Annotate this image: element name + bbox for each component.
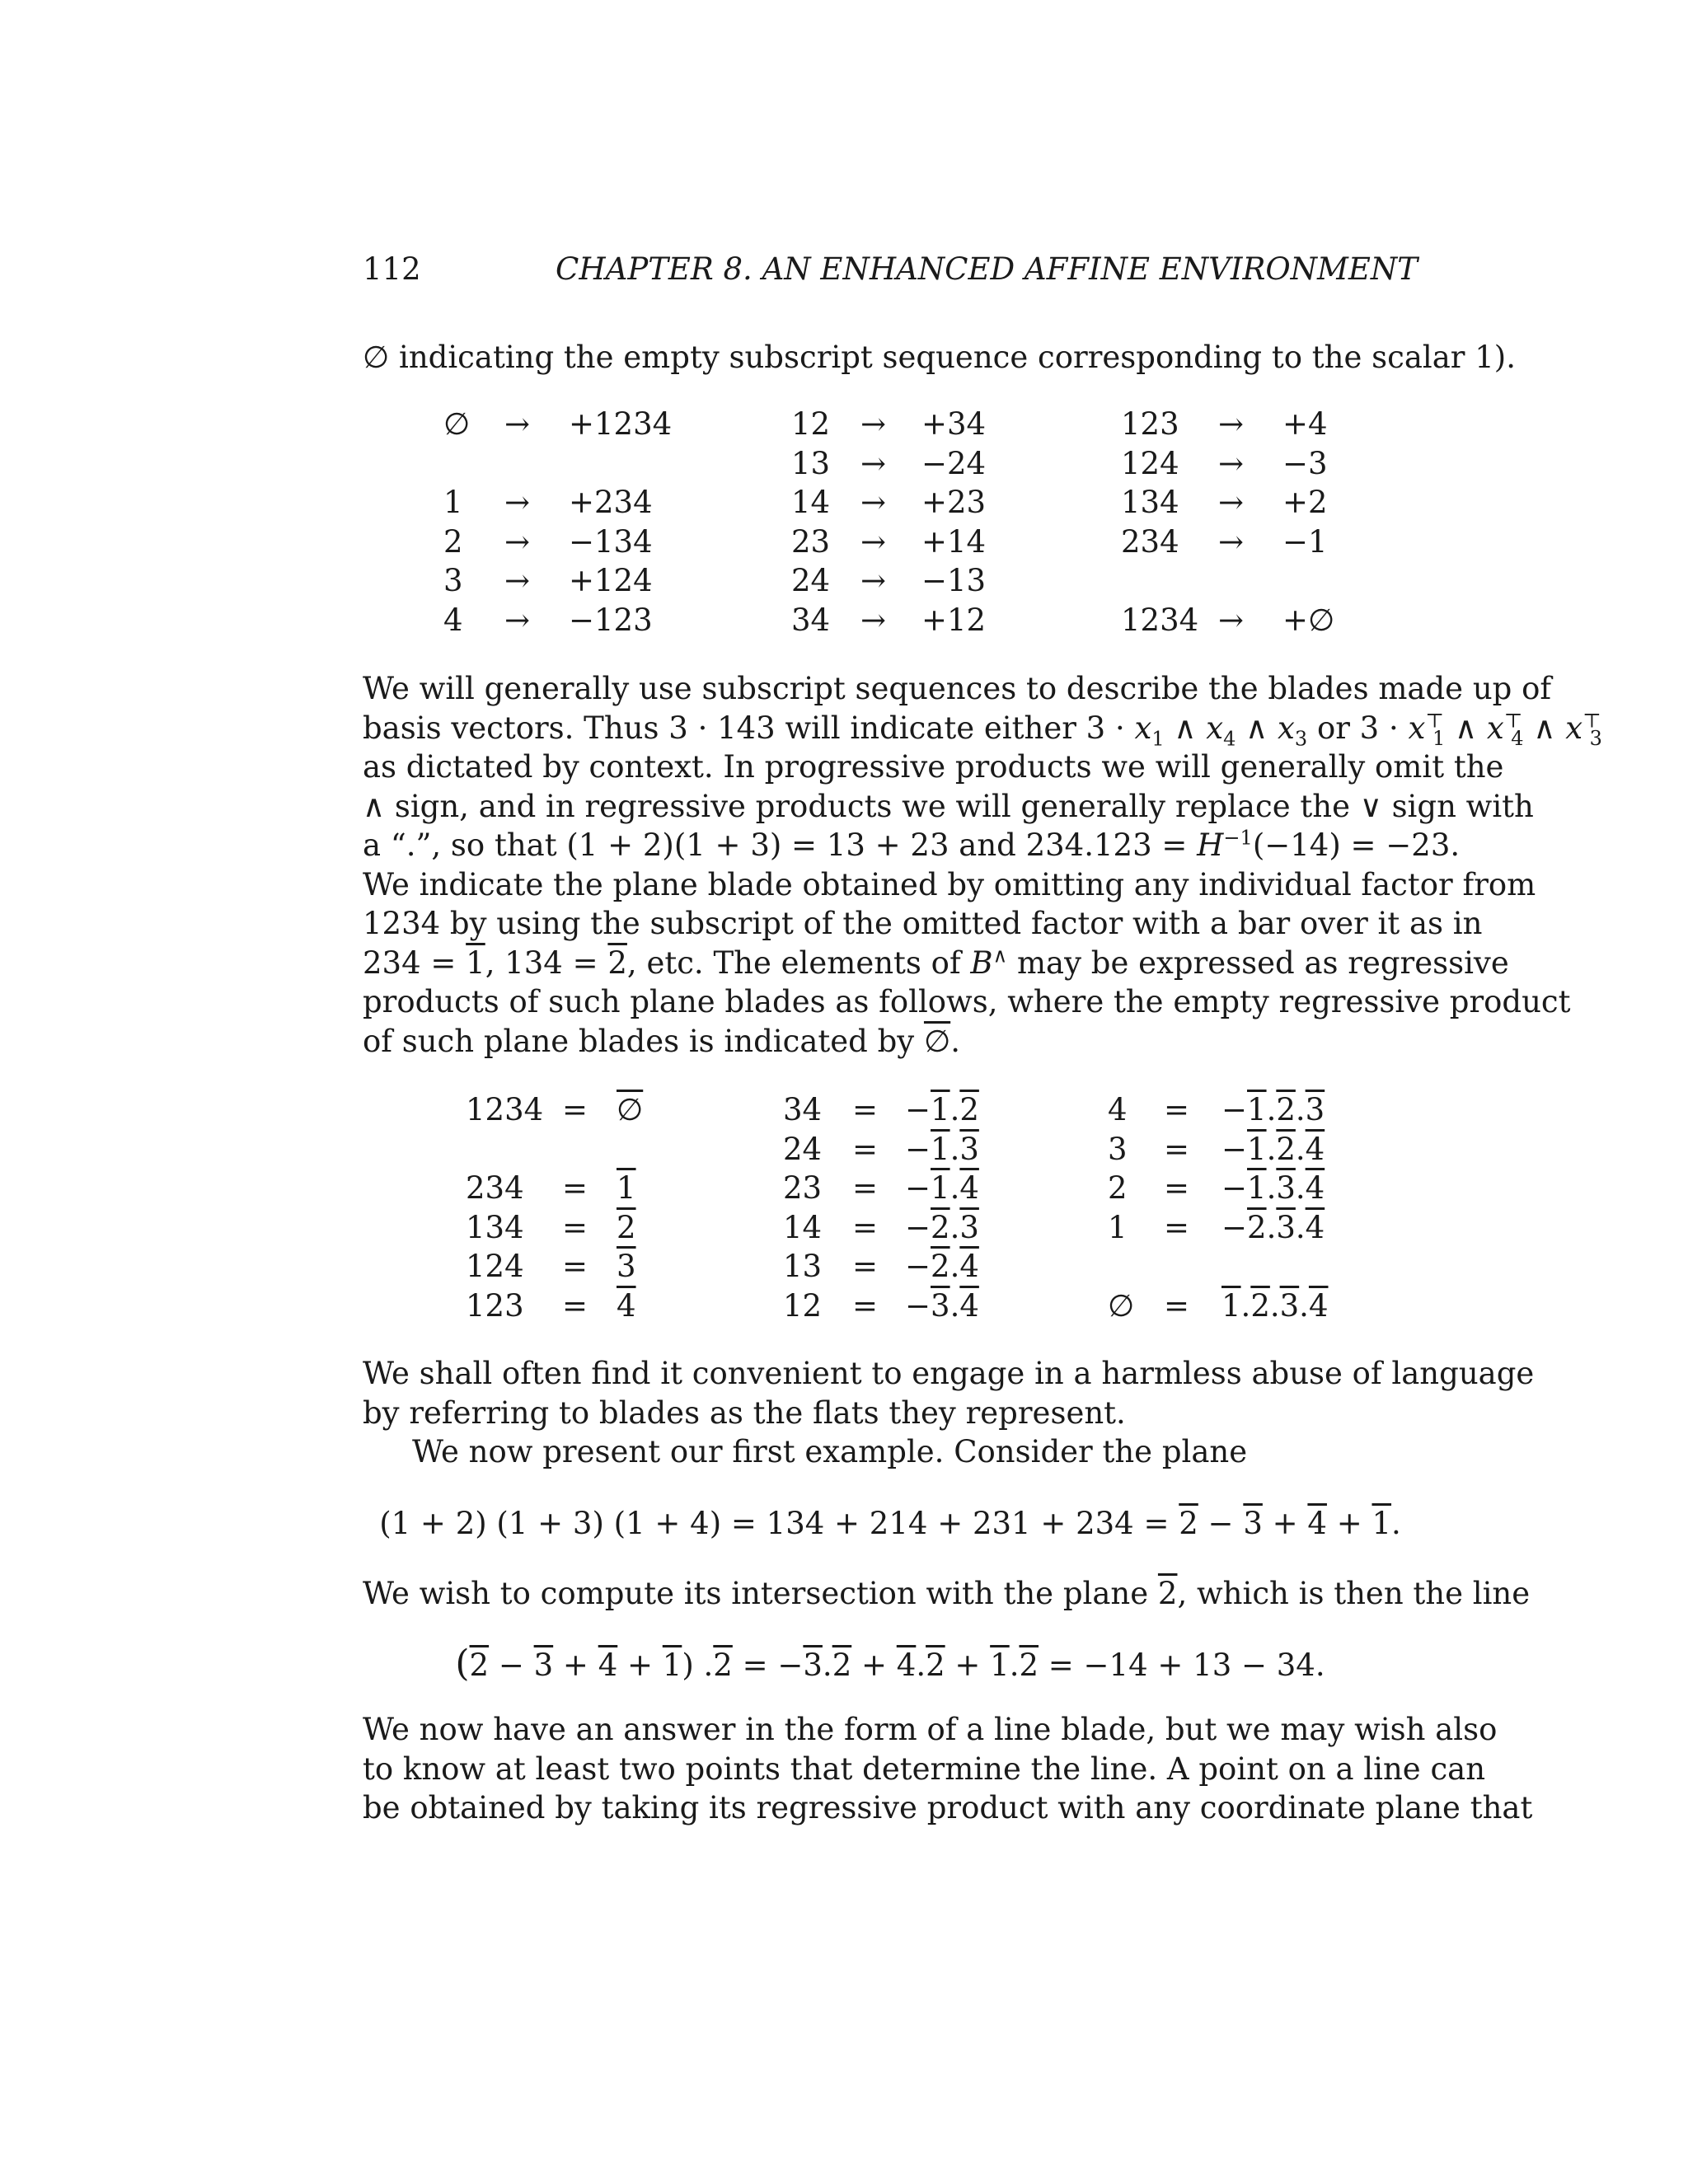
table-value: −123 — [569, 602, 653, 638]
dot: . — [1266, 1170, 1277, 1206]
table-value — [617, 1210, 636, 1245]
text-line: We will generally use subscript sequences to describe the blades made up of — [363, 671, 1552, 706]
sign: − — [905, 1131, 931, 1167]
table-key: 123 — [1121, 406, 1179, 442]
barred-symbol: 2 — [1276, 1092, 1296, 1127]
equals-symbol: = — [1164, 1170, 1190, 1206]
arrow-symbol: → — [1218, 602, 1245, 638]
table-value: −3 — [1282, 445, 1328, 481]
table-key: 12 — [783, 1287, 823, 1324]
table-value — [617, 1170, 636, 1206]
equation-line: (2 − 3 + 4 + 1) .2 = −3.2 + 4.2 + 1.2 = −14 + 13 − 34. — [455, 1643, 1325, 1685]
table-key: 1234 — [1121, 602, 1199, 638]
table-key: 3 — [443, 563, 463, 598]
barred-symbol: 4 — [1308, 1287, 1329, 1324]
arrow-symbol: → — [504, 485, 531, 520]
barred-symbol: 2 — [959, 1092, 979, 1127]
table-value — [905, 1092, 979, 1127]
table-value — [905, 1132, 979, 1167]
barred-symbol: 4 — [1305, 1170, 1325, 1206]
arrow-symbol: → — [1218, 445, 1245, 481]
dot: . — [1266, 1209, 1277, 1245]
table-value: +∅ — [1282, 602, 1335, 638]
table-key: 34 — [791, 602, 831, 638]
table-key: 1 — [443, 485, 463, 520]
table-key: 124 — [466, 1249, 524, 1284]
table-value — [1221, 1210, 1325, 1245]
sign: − — [905, 1249, 931, 1284]
subscript-map-table — [0, 406, 1688, 645]
equals-symbol: = — [852, 1131, 879, 1167]
arrow-symbol: → — [860, 602, 887, 638]
text-line: 1234 by using the subscript of the omitted factor with a bar over it as in — [363, 906, 1483, 941]
sign: − — [905, 1209, 931, 1245]
arrow-symbol: → — [860, 523, 887, 560]
equals-symbol: = — [852, 1209, 879, 1245]
table-value — [617, 1249, 636, 1284]
table-key: 1 — [1108, 1209, 1128, 1245]
barred-symbol: 1 — [931, 1170, 950, 1206]
arrow-symbol: → — [860, 406, 887, 442]
barred-symbol: 2 — [1247, 1209, 1267, 1245]
table-key: 14 — [783, 1209, 823, 1245]
dot: . — [1295, 1131, 1306, 1167]
table-value — [905, 1288, 979, 1324]
text-line: to know at least two points that determine the line. A point on a line can — [363, 1750, 1486, 1787]
sign: − — [1221, 1131, 1248, 1167]
table-value: −24 — [921, 445, 987, 481]
text-line: of such plane blades is indicated by ∅. — [363, 1023, 960, 1059]
arrow-symbol: → — [1218, 485, 1245, 520]
table-value — [1221, 1288, 1328, 1324]
paragraph-intersection: We wish to compute its intersection with the plane 2, which is then the line — [363, 1576, 1531, 1611]
table-value: +14 — [921, 523, 987, 560]
table-key: 134 — [1121, 485, 1179, 520]
dot: . — [1295, 1092, 1306, 1127]
table-value — [1221, 1092, 1325, 1127]
barred-symbol: 4 — [1305, 1131, 1325, 1167]
dot: . — [1266, 1131, 1277, 1167]
barred-symbol: 3 — [617, 1249, 636, 1284]
barred-symbol: 2 — [617, 1209, 636, 1245]
equals-symbol: = — [562, 1170, 588, 1206]
barred-symbol: 1 — [1247, 1170, 1267, 1206]
table-key: 13 — [791, 445, 831, 481]
table-key: 123 — [466, 1287, 524, 1324]
table-value — [905, 1249, 979, 1284]
table-value: −13 — [921, 563, 987, 598]
table-key: ∅ — [1108, 1287, 1135, 1324]
plane-blade-table — [0, 1092, 1688, 1331]
text-line: We now have an answer in the form of a line blade, but we may wish also — [363, 1712, 1498, 1747]
arrow-symbol: → — [504, 563, 531, 598]
table-value: −1 — [1282, 523, 1328, 560]
equation-plane: (1 + 2) (1 + 3) (1 + 4) = 134 + 214 + 231 + 234 = 2 − 3 + 4 + 1. — [379, 1506, 1401, 1541]
barred-symbol: 4 — [959, 1170, 979, 1206]
text-line: We shall often find it convenient to engage in a harmless abuse of language — [363, 1356, 1535, 1391]
barred-symbol: 3 — [931, 1287, 950, 1324]
table-key: 23 — [791, 523, 831, 560]
dot: . — [1299, 1287, 1309, 1324]
table-key: 1234 — [466, 1092, 544, 1127]
paragraph-blade-notation — [363, 669, 1602, 1061]
dot: . — [1295, 1170, 1306, 1206]
text-line: a “.”, so that (1 + 2)(1 + 3) = 13 + 23 and $234.123 = H^{-1}(-14) = -23$. — [363, 826, 1461, 863]
barred-symbol: 1 — [1247, 1092, 1267, 1127]
table-value: +2 — [1282, 485, 1328, 520]
table-key: 2 — [443, 523, 463, 560]
paragraph-abuse-of-language — [363, 1354, 1535, 1472]
barred-symbol: 1 — [931, 1131, 950, 1167]
table-key: 4 — [1108, 1092, 1128, 1127]
table-key: 13 — [783, 1249, 823, 1284]
table-value — [1221, 1170, 1325, 1206]
dot: . — [950, 1131, 960, 1167]
table-value — [617, 1288, 636, 1324]
equals-symbol: = — [1164, 1287, 1190, 1324]
table-value: +4 — [1282, 406, 1328, 442]
dot: . — [950, 1092, 960, 1127]
equals-symbol: = — [1164, 1131, 1190, 1167]
sign: − — [1221, 1209, 1248, 1245]
text-line: as dictated by context. In progressive products we will generally omit the — [363, 749, 1504, 785]
text-line: be obtained by taking its regressive product with any coordinate plane that — [363, 1790, 1533, 1825]
equals-symbol: = — [562, 1209, 588, 1245]
equals-symbol: = — [562, 1249, 588, 1284]
arrow-symbol: → — [860, 563, 887, 598]
equals-symbol: = — [562, 1092, 588, 1127]
equals-symbol: = — [852, 1170, 879, 1206]
equals-symbol: = — [852, 1249, 879, 1284]
paragraph-line-points — [363, 1710, 1533, 1828]
dot: . — [1295, 1209, 1306, 1245]
dot: . — [1266, 1092, 1277, 1127]
barred-symbol: 3 — [959, 1131, 979, 1167]
table-value: +34 — [921, 406, 987, 442]
sign: − — [905, 1170, 931, 1206]
running-head: CHAPTER 8. AN ENHANCED AFFINE ENVIRONMENT — [556, 251, 1418, 287]
arrow-symbol: → — [860, 485, 887, 520]
barred-symbol: 3 — [959, 1209, 979, 1245]
table-key: 4 — [443, 602, 463, 638]
text-line: by referring to blades as the flats they represent. — [363, 1394, 1126, 1431]
barred-symbol: 1 — [617, 1170, 636, 1206]
table-key: 134 — [466, 1209, 524, 1245]
sign: − — [1221, 1170, 1248, 1206]
barred-symbol: 2 — [1250, 1287, 1270, 1324]
table-value — [1221, 1132, 1325, 1167]
sign: − — [905, 1092, 931, 1127]
table-key: 234 — [1121, 523, 1179, 560]
barred-symbol: 2 — [931, 1209, 950, 1245]
text-line: 234 = 1, 134 = 2, etc. The elements of B∧ may be expressed as regressive — [363, 944, 1509, 981]
arrow-symbol: → — [504, 602, 531, 638]
equals-symbol: = — [562, 1287, 588, 1324]
barred-symbol: 2 — [931, 1249, 950, 1284]
barred-symbol: 3 — [1305, 1092, 1325, 1127]
table-value: +23 — [921, 485, 987, 520]
table-key: 124 — [1121, 445, 1179, 481]
arrow-symbol: → — [860, 445, 887, 481]
text-line: We indicate the plane blade obtained by omitting any individual factor from — [363, 866, 1536, 902]
text-line: basis vectors. Thus 3 · 143 will indicate either $3 \cdot x_1$ ∧ $x_4$ ∧ $x_3$ or $3 \cdot x^⊤_1$ ∧ $x^⊤_4$ ∧ $x^⊤_3$ — [363, 709, 1602, 750]
table-key: 34 — [783, 1092, 823, 1127]
dot: . — [950, 1287, 960, 1324]
text-line: ∧ sign, and in regressive products we will generally replace the ∨ sign with — [363, 788, 1534, 824]
arrow-symbol: → — [504, 406, 531, 442]
sign: − — [1221, 1092, 1248, 1127]
table-value — [905, 1170, 979, 1206]
barred-symbol: 4 — [1305, 1209, 1325, 1245]
equals-symbol: = — [852, 1092, 879, 1127]
barred-symbol: 2 — [1276, 1131, 1296, 1167]
table-key: 14 — [791, 485, 831, 520]
barred-symbol: 4 — [959, 1249, 979, 1284]
equals-symbol: = — [1164, 1092, 1190, 1127]
barred-symbol: ∅ — [617, 1092, 644, 1127]
barred-symbol: 4 — [959, 1287, 979, 1324]
page-header — [363, 251, 1418, 293]
table-value — [617, 1092, 643, 1127]
table-key: 234 — [466, 1170, 524, 1206]
arrow-symbol: → — [1218, 523, 1245, 560]
text-line: products of such plane blades as follows, where the empty regressive product — [363, 984, 1571, 1019]
text-line: We now present our first example. Consider the plane — [412, 1434, 1248, 1469]
barred-symbol: 3 — [1276, 1209, 1296, 1245]
dot: . — [1240, 1287, 1251, 1324]
table-key: 23 — [783, 1170, 823, 1206]
sign: − — [905, 1287, 931, 1324]
table-value: +124 — [569, 563, 653, 598]
arrow-symbol: → — [504, 523, 531, 560]
equals-symbol: = — [852, 1287, 879, 1324]
table-value: +234 — [569, 485, 653, 520]
intro-line: ∅ indicating the empty subscript sequence corresponding to the scalar 1). — [363, 340, 1516, 375]
arrow-symbol: → — [1218, 406, 1245, 442]
table-value: +1234 — [569, 406, 673, 442]
table-value — [905, 1210, 979, 1245]
table-key: 2 — [1108, 1170, 1128, 1206]
page-number: 112 — [363, 251, 421, 287]
table-key: 3 — [1108, 1131, 1128, 1167]
barred-symbol: 3 — [1279, 1287, 1300, 1324]
table-value: −134 — [569, 523, 653, 560]
barred-symbol: 3 — [1276, 1170, 1296, 1206]
dot: . — [950, 1249, 960, 1284]
barred-symbol: 4 — [617, 1287, 636, 1324]
table-key: 24 — [791, 563, 831, 598]
barred-symbol: 1 — [931, 1092, 950, 1127]
dot: . — [1269, 1287, 1280, 1324]
barred-symbol: 1 — [1247, 1131, 1267, 1167]
table-key: 24 — [783, 1131, 823, 1167]
equals-symbol: = — [1164, 1209, 1190, 1245]
dot: . — [950, 1209, 960, 1245]
table-key: ∅ — [443, 406, 471, 442]
barred-symbol: 1 — [1221, 1287, 1241, 1324]
dot: . — [950, 1170, 960, 1206]
table-value: +12 — [921, 602, 987, 638]
table-key: 12 — [791, 406, 831, 442]
